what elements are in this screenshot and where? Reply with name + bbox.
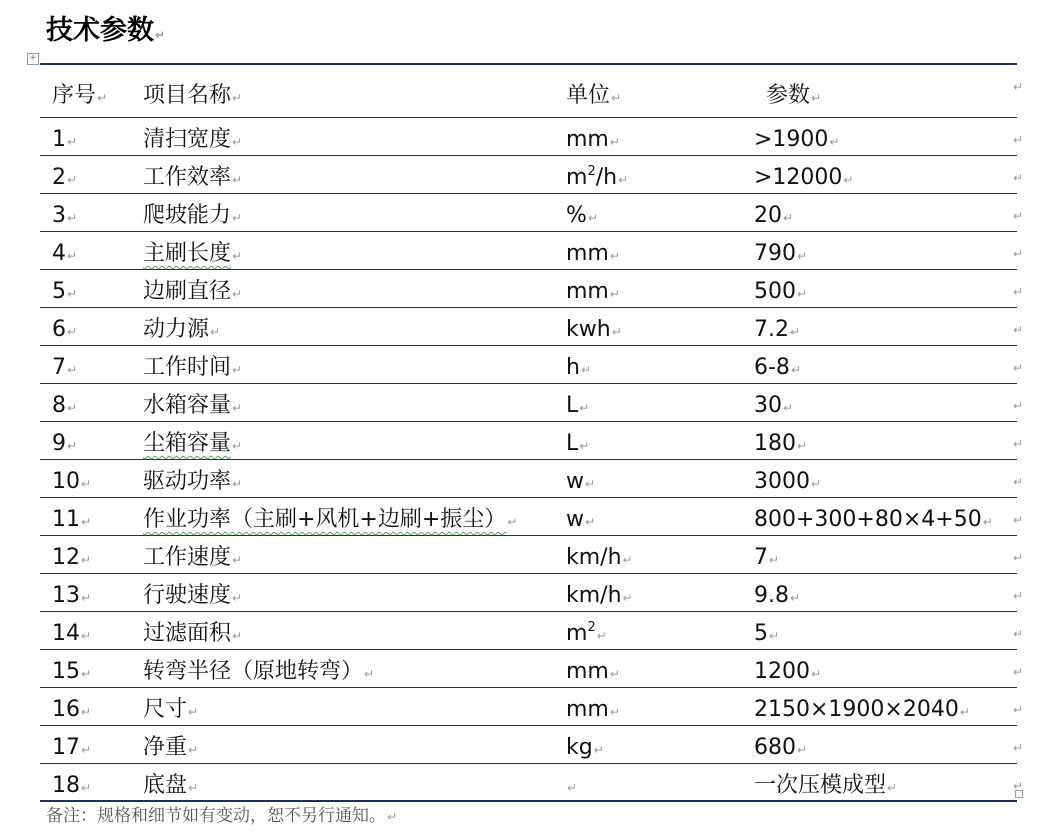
row-end-mark: ↵ (1012, 589, 1023, 603)
row-no: 13↵ (52, 583, 92, 608)
table-row (40, 574, 1023, 612)
header-unit: 单位↵ (566, 83, 622, 108)
row-name: 转弯半径（原地转弯）↵ (143, 659, 375, 684)
table-resize-handle[interactable] (1015, 790, 1023, 798)
row-unit: L↵ (566, 393, 590, 418)
row-name: 尘箱容量↵ (143, 431, 243, 456)
row-no: 18↵ (52, 773, 92, 798)
table-row (40, 308, 1023, 346)
row-end-mark: ↵ (1012, 665, 1023, 679)
row-name: 过滤面积↵ (143, 621, 243, 646)
row-end-mark: ↵ (1012, 285, 1023, 299)
row-no: 14↵ (52, 621, 92, 646)
row-value: >12000↵ (754, 165, 854, 190)
table-row (40, 118, 1023, 156)
row-name: 清扫宽度↵ (143, 127, 243, 152)
row-value: 680↵ (754, 735, 808, 760)
table-row (40, 460, 1023, 498)
row-unit: w↵ (566, 507, 596, 532)
table-header-row (40, 65, 1023, 118)
row-unit: kg↵ (566, 735, 604, 760)
row-unit: h↵ (566, 355, 592, 380)
table-row (40, 612, 1023, 650)
header-value: 参数↵ (766, 83, 822, 108)
row-no: 12↵ (52, 545, 92, 570)
row-value: 500↵ (754, 279, 808, 304)
row-unit: %↵ (566, 203, 598, 228)
footnote: 备注：规格和细节如有变动，恕不另行通知。↵ (46, 806, 398, 826)
row-no: 9↵ (52, 431, 78, 456)
row-end-mark: ↵ (1012, 361, 1023, 375)
row-no: 10↵ (52, 469, 92, 494)
page-title: 技术参数↵ (46, 15, 166, 46)
table-row (40, 536, 1023, 574)
table-row (40, 194, 1023, 232)
row-value: 1200↵ (754, 659, 822, 684)
row-no: 7↵ (52, 355, 78, 380)
header-name: 项目名称↵ (143, 83, 243, 108)
row-name: 工作效率↵ (143, 165, 243, 190)
row-no: 2↵ (52, 165, 78, 190)
row-end-mark: ↵ (1012, 551, 1023, 565)
table-row (40, 764, 1023, 802)
row-end-mark: ↵ (1012, 703, 1023, 717)
row-name: 工作速度↵ (143, 545, 243, 570)
row-no: 5↵ (52, 279, 78, 304)
header-no: 序号↵ (52, 83, 108, 108)
row-value: 180↵ (754, 431, 808, 456)
row-end-mark: ↵ (1012, 513, 1023, 527)
row-unit: w↵ (566, 469, 596, 494)
row-name: 动力源↵ (143, 317, 221, 342)
row-name: 主刷长度↵ (143, 241, 243, 266)
row-end-mark: ↵ (1012, 437, 1023, 451)
row-unit: L↵ (566, 431, 590, 456)
row-name: 尺寸↵ (143, 697, 199, 722)
row-value: 3000↵ (754, 469, 822, 494)
row-unit: kwh↵ (566, 317, 622, 342)
table-row (40, 270, 1023, 308)
row-name: 驱动功率↵ (143, 469, 243, 494)
row-no: 6↵ (52, 317, 78, 342)
row-end-mark: ↵ (1012, 741, 1023, 755)
row-end-mark: ↵ (1012, 80, 1023, 94)
row-unit: $m^2↵$ (566, 619, 607, 646)
table-row (40, 156, 1023, 194)
row-value: 30↵ (754, 393, 794, 418)
row-end-mark: ↵ (1012, 323, 1023, 337)
row-name: 行驶速度↵ (143, 583, 243, 608)
row-no: 16↵ (52, 697, 92, 722)
table-row (40, 650, 1023, 688)
row-no: 4↵ (52, 241, 78, 266)
table-row (40, 232, 1023, 270)
row-value: 9.8↵ (754, 583, 801, 608)
table-row (40, 346, 1023, 384)
row-value: 7.2↵ (754, 317, 801, 342)
row-end-mark: ↵ (1012, 627, 1023, 641)
row-unit: ↵ (567, 781, 578, 795)
spec-table (40, 63, 1023, 802)
row-value: 20↵ (754, 203, 794, 228)
row-value: 790↵ (754, 241, 808, 266)
row-end-mark: ↵ (1012, 209, 1023, 223)
row-no: 8↵ (52, 393, 78, 418)
row-name: 作业功率（主刷+风机+边刷+振尘）↵ (143, 507, 518, 532)
row-end-mark: ↵ (1012, 133, 1023, 147)
table-row (40, 422, 1023, 460)
row-value: 5↵ (754, 621, 780, 646)
row-name: 爬坡能力↵ (143, 203, 243, 228)
row-value: 一次压模成型↵ (754, 773, 898, 798)
row-no: 15↵ (52, 659, 92, 684)
row-no: 3↵ (52, 203, 78, 228)
row-value: 7↵ (754, 545, 780, 570)
row-unit: mm↵ (566, 697, 620, 722)
row-end-mark: ↵ (1012, 779, 1023, 793)
table-row (40, 498, 1023, 536)
row-unit: mm↵ (566, 127, 620, 152)
table-row (40, 688, 1023, 726)
table-row (40, 384, 1023, 422)
row-name: 底盘↵ (143, 773, 199, 798)
row-end-mark: ↵ (1012, 247, 1023, 261)
row-end-mark: ↵ (1012, 475, 1023, 489)
row-name: 边刷直径↵ (143, 279, 243, 304)
row-unit: $m^2/h↵$ (566, 163, 629, 190)
row-value: 6-8↵ (754, 355, 801, 380)
row-unit: km/h↵ (566, 545, 633, 570)
row-no: 1↵ (52, 127, 78, 152)
row-name: 净重↵ (143, 735, 199, 760)
row-end-mark: ↵ (1012, 171, 1023, 185)
row-end-mark: ↵ (1012, 399, 1023, 413)
row-unit: km/h↵ (566, 583, 633, 608)
row-unit: mm↵ (566, 241, 620, 266)
row-unit: mm↵ (566, 659, 620, 684)
row-name: 工作时间↵ (143, 355, 243, 380)
row-value: 2150×1900×2040↵ (754, 697, 970, 722)
row-value: 800+300+80×4+50↵ (754, 507, 993, 532)
row-unit: mm↵ (566, 279, 620, 304)
row-name: 水箱容量↵ (143, 393, 243, 418)
table-move-handle-icon[interactable]: + (27, 53, 39, 65)
table-row (40, 726, 1023, 764)
row-no: 17↵ (52, 735, 92, 760)
row-value: >1900↵ (754, 127, 840, 152)
row-no: 11↵ (52, 507, 92, 532)
